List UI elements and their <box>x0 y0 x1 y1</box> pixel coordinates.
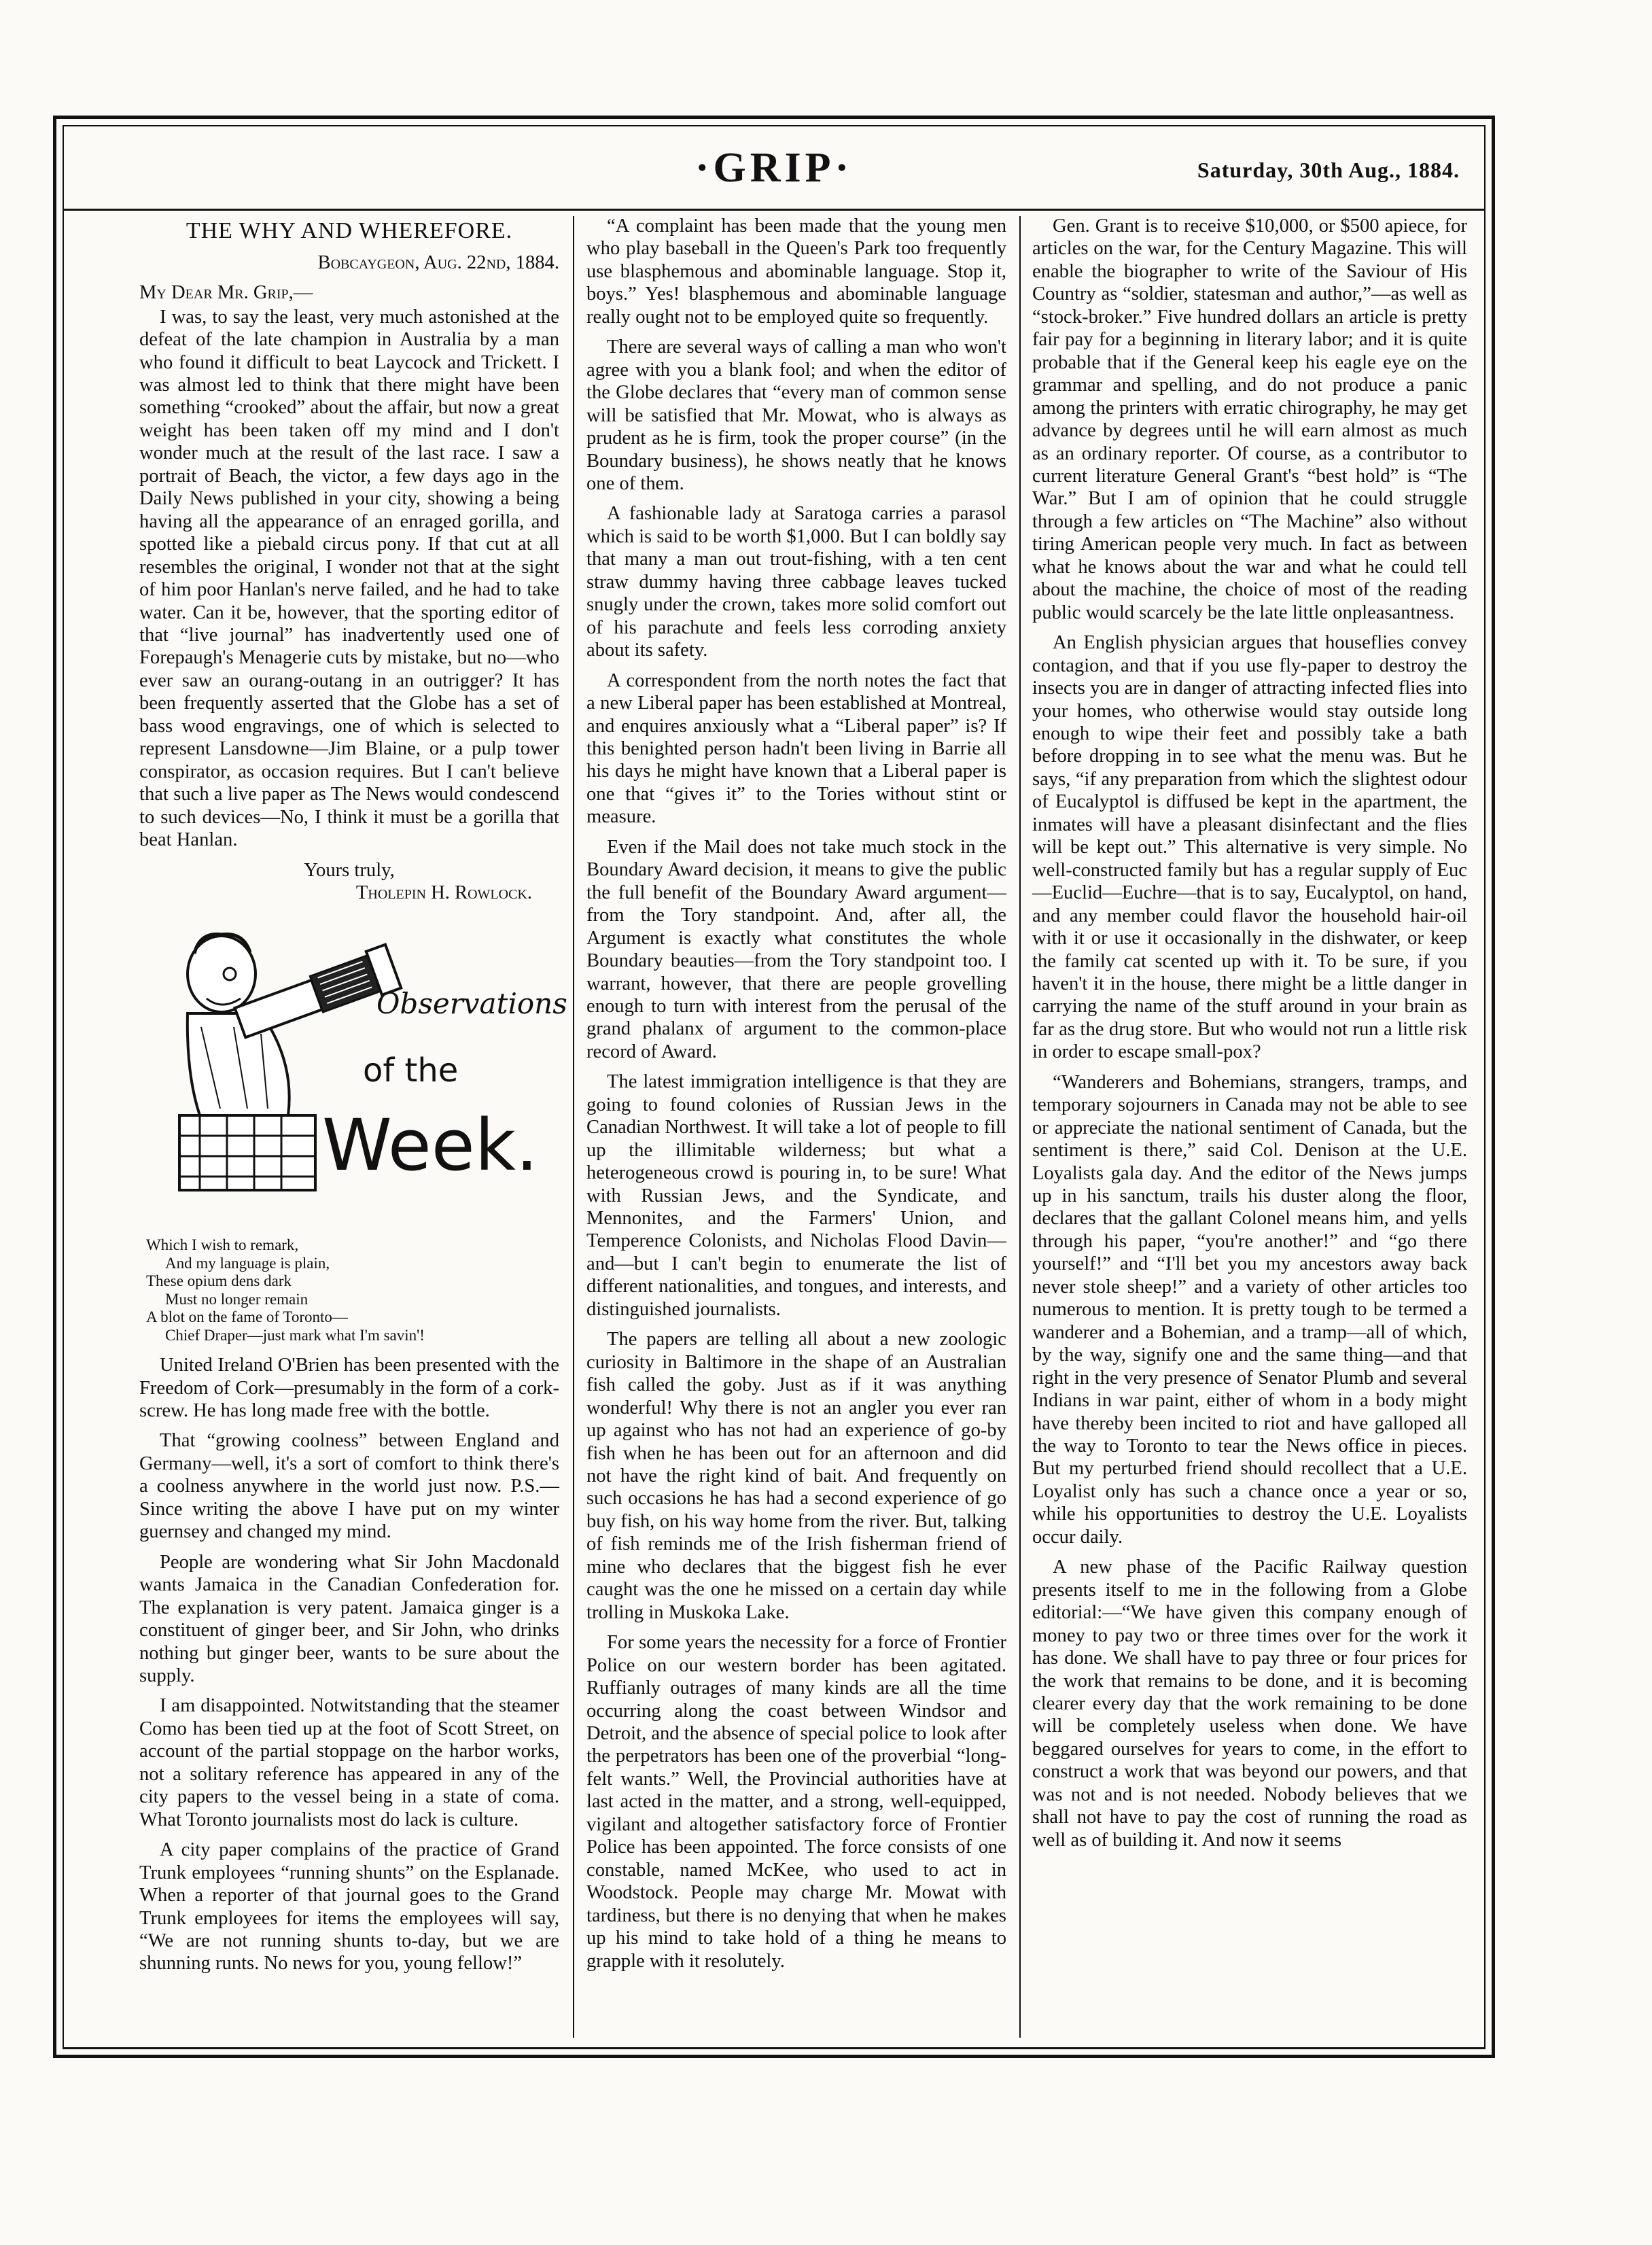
illustration-word-week: Week. <box>322 1104 538 1187</box>
paragraph: “A complaint has been made that the young men who play baseball in the Queen's Park too frequently use blasphemous and abominable language. Stop it, boys.” Yes! blasphemous and abominable language really ought not to be employed quite so frequently. <box>586 215 1006 328</box>
letter-signature: Tholepin H. Rowlock. <box>355 882 532 903</box>
column-1 <box>139 215 567 2043</box>
column-rule <box>573 216 574 2038</box>
paragraph: The latest immigration intelligence is that they are going to found colonies of Russian Jews in the Canadian Northwest. It will take a lot of people to fill up the illimitable wilderness; but what a heterogeneous crowd is pouring in, to be sure! What with Russian Jews, and the Syndicate, and Mennonites, and the Farmers' Union, and Temperence Colonists, and Nicholas Flood Davin—and—but I can't begin to enumerate the list of different nationalities, and tongues, and interests, and distinguished journalists. <box>586 1071 1006 1320</box>
observations-illustration <box>159 911 567 1231</box>
paragraph: That “growing coolness” between England and Germany—well, it's a sort of comfort to think there's a coolness anywhere in the world just now. P.S.—Since writing the above I have put on my winter guernsey and changed my mind. <box>139 1430 559 1543</box>
paragraph: People are wondering what Sir John Macdonald wants Jamaica in the Canadian Confederation for. The explanation is very patent. Jamaica ginger is a constituent of ginger beer, and Sir John, who drinks nothing but ginger beer, wants to be sure about the supply. <box>139 1551 559 1686</box>
paragraph: “Wanderers and Bohemians, strangers, tramps, and temporary sojourners in Canada may not be able to see or appreciate the national sentiment of Canada, but the sentiment is there,” said Col. Denison at the U.E. Loyalists gala day. And the editor of the News jumps up in his sanctum, trails his duster along the floor, declares that the gallant Colonel means him, and yells through his paper, “you're another!” and “go there yourself!” and “I'll bet you my ancestors away back never stole sheep!” and a variety of other articles too numerous to mention. It is pretty tough to be termed a wanderer and a Bohemian, and a tramp—all of which, by the way, signify one and the same thing—and that right in the very presence of Senator Plumb and several Indians in war paint, either of whom in a body might have thereby been incited to riot and have galloped all the way to Toronto to tear the News office in pieces. But my perturbed friend should recollect that a U.E. Loyalist only has such a chance once a year or so, while his opportunities to destroy the U.E. Loyalists occur daily. <box>1032 1071 1467 1548</box>
poem-line: Must no longer remain <box>165 1290 309 1308</box>
letter-body: I was, to say the least, very much astonished at the defeat of the late champion in Australia by a man who found it difficult to beat Laycock and Trickett. I was almost led to think that there might have been something “crooked” about the affair, but now a great weight has been taken off my mind and I don't wonder much at the result of the last race. I saw a portrait of Beach, the victor, a few days ago in the Daily News published in your city, showing a being having all the appearance of an enraged gorilla, and spotted like a piebald circus pony. If that cut at all resembles the original, I wonder not that at the sight of him poor Hanlan's nerve failed, and he had to take water. Can it be, however, that the sporting editor of that “live journal” has inadvertently used one of Forepaugh's Menagerie cuts by mistake, but no—who ever saw an ourang-outang in an outrigger? It has been frequently asserted that the Globe has a set of bass wood engravings, one of which is selected to represent Lansdowne—Jim Blaine, or a pulp tower conspirator, as occasion requires. But I can't believe that such a live paper as The News would condescend to such devices—No, I think it must be a gorilla that beat Hanlan. <box>139 306 559 851</box>
paragraph: There are several ways of calling a man who won't agree with you a blank fool; and when the editor of the Globe declares that “every man of common sense will be satisfied that Mr. Mowat, who is always as prudent as he is firm, took the proper course” (in the Boundary business), he shows neatly that he knows one of them. <box>586 336 1006 494</box>
poem <box>146 1236 559 1344</box>
column-3 <box>1032 215 1467 2043</box>
paragraph: I am disappointed. Notwitstanding that the steamer Como has been tied up at the foot of Scott Street, on account of the partial stoppage on the harbor works, not a solitary reference has appeared in any of the city papers to the vessel being in a state of coma. What Toronto journalists most do lack is culture. <box>139 1695 559 1830</box>
poem-line: Chief Draper—just mark what I'm savin'! <box>165 1326 425 1344</box>
masthead-date: Saturday, 30th Aug., 1884. <box>1197 158 1460 182</box>
paragraph: A fashionable lady at Saratoga carries a parasol which is said to be worth $1,000. But I can boldly say that many a man out trout-fishing, with a ten cent straw dummy having three cabbage leaves tucked snugly under the crown, takes more solid comfort out of his parachute and feels less corroding anxiety about its safety. <box>586 503 1006 661</box>
paragraph: An English physician argues that houseflies convey contagion, and that if you use fly-paper to destroy the insects you are in danger of attracting infected flies into your homes, who otherwise would stay outside long enough to wipe their feet and possibly take a bath before dropping in to see what the menu was. But he says, “if any preparation from which the slightest odour of Eucalyptol is diffused be kept in the apartment, the inmates will have a pleasant disinfectant and the flies will be kept out.” This alternative is very simple. No well-constructed family but has a regular supply of Euc—Euclid—Euchre—that is to say, Eucalyptol, on hand, and any member could flavor the household hair-oil with it or use it occasionally in the dishwater, or keep the family cat scented up with it. To be sure, if you haven't it in the house, there might be a little danger in carrying the name of the stuff around in your brain as far as the drug store. But who would not run a little risk in order to escape small-pox? <box>1032 632 1467 1063</box>
paragraph: The papers are telling all about a new zoologic curiosity in Baltimore in the shape of an Australian fish called the goby. Just as if it was anything wonderful! Why there is not an angler you ever ran up against who has not had an experience of go-by fish when he has been out for an afternoon and did not have the right kind of bait. And frequently on such occasions he has had a second experience of go buy fish, on his way home from the river. But, talking of fish reminds me of the Irish fisherman friend of mine who declares that the biggest fish he ever caught was the one he missed on a certain day while trolling in Muskoka Lake. <box>586 1329 1006 1623</box>
poem-line: Which I wish to remark, <box>146 1236 299 1254</box>
bottom-rule <box>63 2047 1486 2049</box>
poem-line: These opium dens dark <box>146 1272 292 1290</box>
letter-salutation: My Dear Mr. Grip,— <box>139 282 313 304</box>
paragraph: A new phase of the Pacific Railway question presents itself to me in the following from a Globe editorial:—“We have given this company enough of money to pay two or three times over for the work it has done. We shall have to pay three or four prices for the work that remains to be done, and it is becoming clearer every day that the work remaining to be done will be completely useless when done. We have beggared ourselves for years to come, in the effort to construct a work that was beyond our powers, and that was not and is not needed. Nobody believes that we shall not have to pay the cost of running the road as well as of building it. And now it seems <box>1032 1556 1467 1851</box>
illustration-word-observations: Observations <box>376 987 567 1021</box>
paragraph: Even if the Mail does not take much stock in the Boundary Award decision, it means to give the public the full benefit of the Boundary Award argument—from the Tory standpoint. And, after all, the Argument is exactly what constitutes the whole Boundary beauties—from the Tory standpoint too. I warrant, however, that there are people grovelling enough to turn with interest from the perusal of the grand phalanx of argument to the common-place record of Award. <box>586 836 1006 1062</box>
masthead <box>63 125 1486 211</box>
column-2 <box>586 215 1006 2043</box>
letter-heading: THE WHY AND WHEREFORE. <box>186 218 513 243</box>
letter-place-date: Bobcaygeon, Aug. 22nd, 1884. <box>317 251 559 273</box>
letter-closing: Yours truly, <box>304 859 395 881</box>
paragraph: Gen. Grant is to receive $10,000, or $500 apiece, for articles on the war, for the Century Magazine. This will enable the biographer to write of the Saviour of His Country as “soldier, statesman and author,”—as well as “stock-broker.” Five hundred dollars an article is pretty fair pay for a beginning in literary labor; and it is quite probable that if the General keep his eagle eye on the grammar and spelling, and do not produce a panic among the printers with erratic chirography, he may get advance by degrees until he will earn almost as much as an ordinary reporter. Of course, as a contributor to current literature General Grant's “best hold” is “The War.” But I am of opinion that he could struggle through a few articles on “The Machine” also without tiring American people very much. In fact as between what he knows about the war and what he could tell about the machine, the choice of most of the reading public would scarcely be the late little onpleasantness. <box>1032 215 1467 623</box>
paragraph: A city paper complains of the practice of Grand Trunk employees “running shunts” on the Esplanade. When a reporter of that journal goes to the Grand Trunk employees for items the employees will say, “We are not running shunts to-day, but we are shunning runts. No news for you, young fellow!” <box>139 1839 559 1974</box>
masthead-title: ·GRIP· <box>695 145 854 191</box>
illustration-word-of-the: of the <box>363 1051 459 1090</box>
poem-line: A blot on the fame of Toronto— <box>146 1308 348 1326</box>
paragraph: United Ireland O'Brien has been presented with the Freedom of Cork—presumably in the form of a cork-screw. He has long made free with the bottle. <box>139 1355 559 1421</box>
paragraph: A correspondent from the north notes the fact that a new Liberal paper has been established at Montreal, and enquires anxiously what a “Liberal paper” is? If this benighted person hadn't been living in Barrie all his days he might have known that a Liberal paper is one that “gives it” to the Tories without stint or measure. <box>586 669 1006 828</box>
column-rule <box>1019 216 1021 2038</box>
poem-line: And my language is plain, <box>165 1254 330 1272</box>
paragraph: For some years the necessity for a force of Frontier Police on our western border has been agitated. Ruffianly outrages of many kinds are all the time occurring along the coast between Windsor and Detroit, and the absence of special police to look after the perpetrators has been one of the proverbial “long-felt wants.” Well, the Provincial authorities have at last acted in the matter, and a strong, well-equipped, vigilant and altogether satisfactory force of Frontier Police has been appointed. The force consists of one constable, named McKee, who used to act in Woodstock. People may charge Mr. Mowat with tardiness, but there is no denying that when he makes up his mind to take hold of a thing he means to grapple with it resolutely. <box>586 1632 1006 1972</box>
